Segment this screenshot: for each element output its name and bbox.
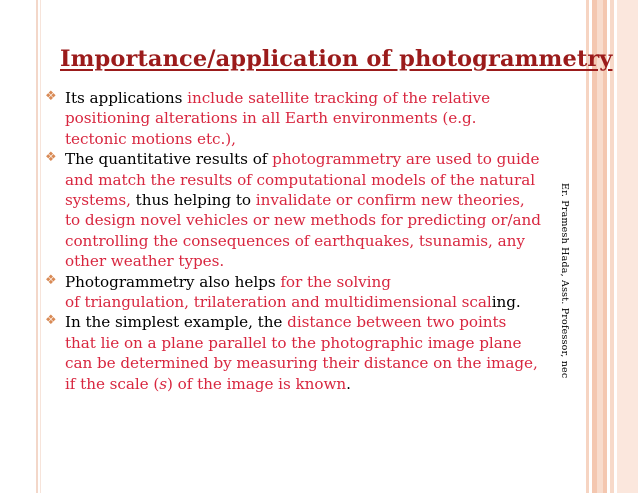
bullet-line <box>65 149 585 169</box>
highlighted-text: invalidate or confirm new theories, <box>255 191 525 210</box>
bullet-line <box>65 272 585 292</box>
bullet-line <box>65 251 585 271</box>
bullet-diamond-icon: ❖ <box>45 313 57 329</box>
highlighted-text: systems, <box>65 191 131 210</box>
right-decorative-stripes <box>583 0 638 493</box>
bullet-line <box>65 353 585 373</box>
bullet-line <box>65 210 585 230</box>
bullet-line <box>65 231 585 251</box>
slide-title: Importance/application of photogrammetry <box>60 46 613 72</box>
body-text: The quantitative results of <box>65 150 273 169</box>
author-credit: Er. Pramesh Hada, Asst. Professor, nec <box>559 183 570 379</box>
highlighted-text: tectonic motions etc.), <box>65 129 236 148</box>
bullet-diamond-icon: ❖ <box>45 150 57 166</box>
bullet-line <box>65 292 585 312</box>
bullet-line <box>65 312 585 332</box>
bullet-line <box>65 190 585 210</box>
highlighted-text: if the scale ( <box>65 374 160 393</box>
body-text: . <box>346 374 351 393</box>
bullet-diamond-icon: ❖ <box>45 272 57 288</box>
bullet-line <box>65 170 585 190</box>
highlighted-text: controlling the consequences of earthquakes, tsunamis, any <box>65 231 525 250</box>
bullet-line <box>65 333 585 353</box>
highlighted-text: positioning alterations in all Earth environments (e.g. <box>65 109 477 128</box>
highlighted-text: distance between two points <box>287 313 507 332</box>
highlighted-text: to design novel vehicles or new methods for predicting or/and <box>65 211 541 230</box>
bullet-line <box>65 88 585 108</box>
bullet-item <box>40 149 585 271</box>
body-text: Photogrammetry also helps <box>65 272 281 291</box>
bullet-item <box>40 88 585 149</box>
highlighted-text: can be determined by measuring their distance on the image, <box>65 354 538 373</box>
bullet-line <box>65 374 585 394</box>
highlighted-text: include satellite tracking of the relative <box>187 89 491 107</box>
highlighted-text: and match the results of computational models of the natural <box>65 170 536 189</box>
bullet-line <box>65 108 585 128</box>
left-border-line <box>36 0 38 493</box>
bullet-item <box>40 272 585 313</box>
highlighted-text: photogrammetry are used to guide <box>272 150 540 169</box>
body-text: In the simplest example, the <box>65 313 288 332</box>
bullet-list <box>40 88 585 394</box>
highlighted-text: for the solving <box>280 272 391 291</box>
body-text: thus helping to <box>130 191 256 210</box>
bullet-item <box>40 312 585 394</box>
bullet-diamond-icon: ❖ <box>45 89 57 104</box>
highlighted-text: of triangulation, trilateration and multidimensional scal <box>65 293 492 312</box>
highlighted-text: ) of the image is known <box>167 374 347 393</box>
body-text: Its applications <box>65 89 188 107</box>
body-text: ing. <box>491 293 521 312</box>
highlighted-text: other weather types. <box>65 252 225 271</box>
bullet-line <box>65 129 585 149</box>
highlighted-text: s <box>159 374 168 393</box>
highlighted-text: that lie on a plane parallel to the photographic image plane <box>65 333 522 352</box>
